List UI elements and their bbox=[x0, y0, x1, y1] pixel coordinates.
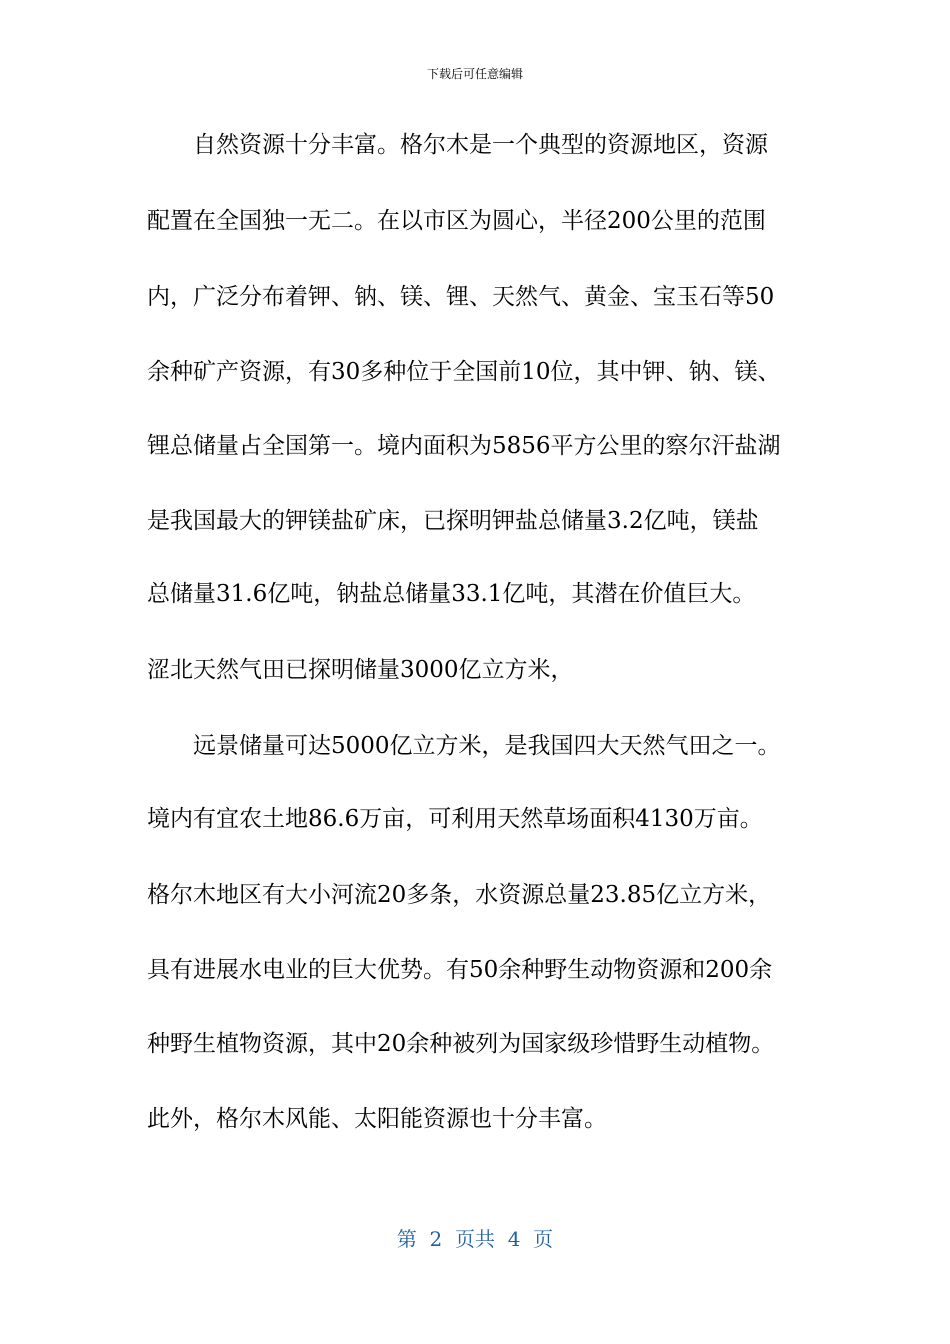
text-line: 种野生植物资源，其中20余种被列为国家级珍惜野生动植物。 bbox=[147, 1031, 775, 1057]
text-line: 具有进展水电业的巨大优势。有50余种野生动物资源和200余 bbox=[147, 957, 773, 983]
text-line: 配置在全国独一无二。在以市区为圆心，半径200公里的范围 bbox=[147, 208, 766, 234]
page-number-footer: 第 2 页共 4 页 bbox=[396, 1227, 554, 1251]
text-line: 此外，格尔木风能、太阳能资源也十分丰富。 bbox=[147, 1106, 607, 1132]
text-line: 总储量31.6亿吨，钠盐总储量33.1亿吨，其潜在价值巨大。 bbox=[147, 581, 756, 607]
text-line: 内，广泛分布着钾、钠、镁、锂、天然气、黄金、宝玉石等50 bbox=[147, 284, 775, 310]
page-header: 下载后可任意编辑 bbox=[426, 67, 523, 81]
text-line: 格尔木地区有大小河流20多条，水资源总量23.85亿立方米， bbox=[147, 882, 772, 908]
text-line: 余种矿产资源，有30多种位于全国前10位，其中钾、钠、镁、 bbox=[147, 359, 781, 385]
text-line: 自然资源十分丰富。格尔木是一个典型的资源地区，资源 bbox=[193, 132, 768, 158]
text-line: 是我国最大的钾镁盐矿床，已探明钾盐总储量3.2亿吨，镁盐 bbox=[147, 508, 759, 534]
text-line: 远景储量可达5000亿立方米，是我国四大天然气田之一。 bbox=[193, 733, 781, 759]
text-line: 境内有宜农土地86.6万亩，可利用天然草场面积4130万亩。 bbox=[147, 806, 763, 832]
text-line: 锂总储量占全国第一。境内面积为5856平方公里的察尔汗盐湖 bbox=[147, 433, 781, 459]
text-line: 涩北天然气田已探明储量3000亿立方米， bbox=[147, 657, 574, 683]
